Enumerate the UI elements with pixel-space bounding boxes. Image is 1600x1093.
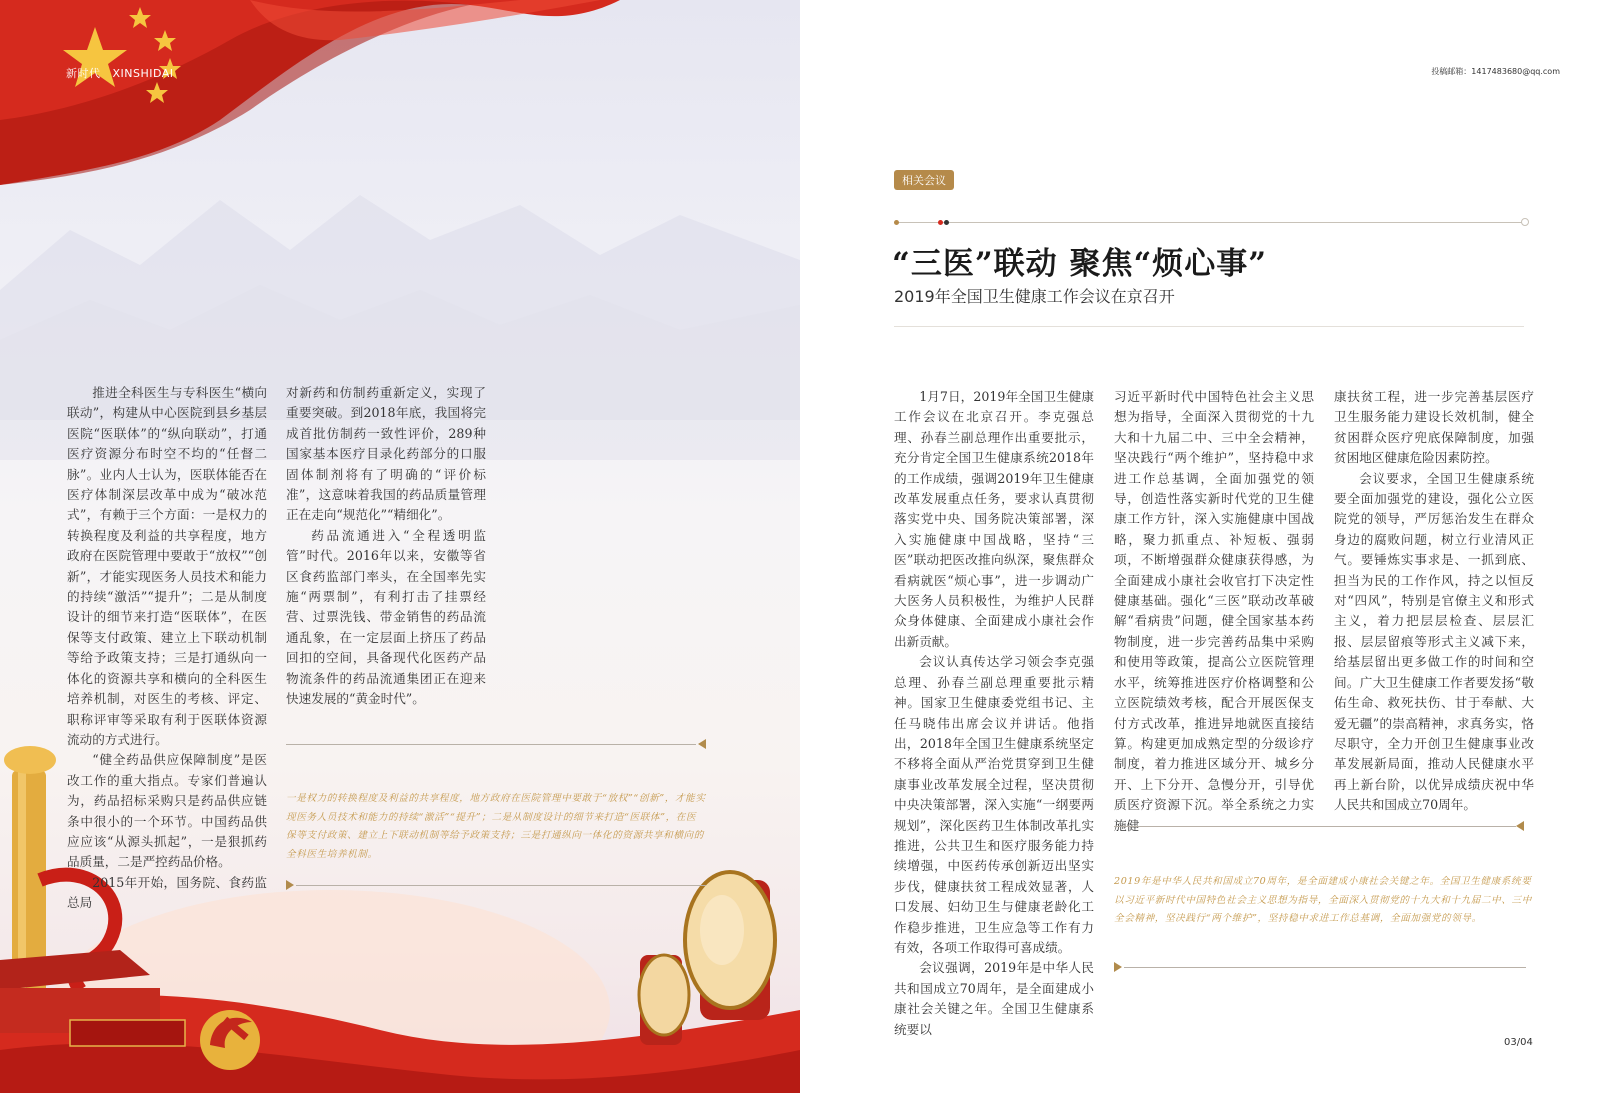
article-subheadline: 2019年全国卫生健康工作会议在京召开 (894, 287, 1175, 306)
quote-top-rule (1114, 826, 1516, 827)
triangle-marker-icon (1114, 962, 1122, 972)
paragraph: 会议认真传达学习领会李克强总理、孙春兰副总理重要批示精神。国家卫生健康委党组书记、主任马晓伟出席会议并讲话。他指出，2018年全国卫生健康系统坚定不移将全面从严治党贯穿到卫生健康事业改革发展全过程，坚决贯彻中央决策部署，深入实施“一纲要两规划”，深化医药卫生体制改革扎实推进，公共卫生和医疗服务能力持续增强，中医药传承创新迈出坚实步伐，健康扶贫工程成效显著，人口发展、妇幼卫生与健康老龄化工作稳步推进，卫生应急等工作有力有效，各项工作取得可喜成绩。 (894, 654, 1094, 955)
quote-top-rule (286, 744, 696, 745)
brand-chinese: 新时代 (66, 67, 101, 80)
paragraph: 会议强调，2019年是中华人民共和国成立70周年，是全面建成小康社会关键之年。全国卫生健康系统要以 (894, 960, 1094, 1037)
brand-pinyin: XINSHIDAI (112, 67, 174, 80)
title-divider (894, 222, 1524, 223)
drum-icon (639, 955, 689, 1045)
quote-bottom-rule (1124, 967, 1526, 968)
huabiao-cloud (4, 746, 56, 774)
triangle-marker-icon (286, 880, 294, 890)
paragraph: “健全药品供应保障制度”是医改工作的重大指点。专家们普遍认为，药品招标采购只是药品供应链条中很小的一个环节。中国药品供应应该“从源头抓起”，一是狠抓药品质量，二是严控药品价格。 (67, 752, 267, 870)
article-column-1 (894, 387, 1094, 1040)
divider-end-ring (1521, 218, 1529, 226)
article-column-2 (286, 383, 486, 710)
triangle-marker-icon (1516, 821, 1524, 831)
paragraph: 习近平新时代中国特色社会主义思想为指导，全面深入贯彻党的十九大和十九届二中、三中全会精神，坚决践行“两个维护”，坚持稳中求进工作总基调，全面加强党的领导，创造性落实新时代党的卫生健康工作方针，深入实施健康中国战略，聚力抓重点、补短板、强弱项，不断增强群众健康获得感，为全面建成小康社会收官打下决定性健康基础。强化“三医”联动改革破解“看病贵”问题，健全国家基本药物制度，进一步完善药品集中采购和使用等政策，提高公立医院管理水平，统筹推进医疗价格调整和公立医院绩效考核，配合开展医保支付方式改革，推进异地就医直接结算。构建更加成熟定型的分级诊疗制度，着力推进区域分开、城乡分开、上下分开、急慢分开，引导优质医疗资源下沉。举全系统之力实 (1114, 389, 1314, 813)
triangle-marker-icon (698, 739, 706, 749)
article-column-3 (1334, 387, 1534, 816)
divider-dot (938, 220, 943, 225)
drum-icon (685, 872, 775, 1020)
article-column-2 (1114, 387, 1314, 836)
divider-dot (944, 220, 949, 225)
right-page (800, 0, 1600, 1093)
article-headline: “三医”联动 聚焦“烦心事” (892, 246, 1268, 282)
page-number: 03/04 (1504, 1037, 1533, 1048)
divider-dot (894, 220, 899, 225)
quote-bottom-rule (296, 885, 706, 886)
paragraph: 会议要求，全国卫生健康系统要全面加强党的建设，强化公立医院党的领导，严厉惩治发生在群众身边的腐败问题，树立行业清风正气。要锤炼实事求是、一抓到底、担当为民的工作作风，持之以恒反对“四风”，特别是官僚主义和形式主义，着力把层层检查、层层汇报、层层留痕等形式主义减下来，给基层留出更多做工作的时间和空间。广大卫生健康工作者要发扬“敬佑生命、救死扶伤、甘于奉献、大爱无疆”的崇高精神，求真务实，恪尽职守，全力开创卫生健康事业改革发展新局面，推动人民健康水平再上新台阶，以优异成绩庆祝中华人民共和国成立70周年。 (1334, 470, 1534, 813)
paragraph: 2015年开始，国务院、食药监总局 (67, 874, 267, 911)
paragraph: 康扶贫工程，进一步完善基层医疗卫生服务能力建设长效机制，健全贫困群众医疗兜底保障制度，加强贫困地区健康危险因素防控。 (1334, 389, 1534, 466)
article-column-1 (67, 383, 267, 914)
magazine-brand (66, 65, 174, 81)
pull-quote: 2019年是中华人民共和国成立70周年，是全面建成小康社会关键之年。全国卫生健康系统要以习近平新时代中国特色社会主义思想为指导，全面深入贯彻党的十九大和十九届二中、三中全会精神，坚决践行“两个维护”，坚持稳中求进工作总基调，全面加强党的领导。 (1114, 876, 1532, 924)
banner-plaque (70, 1020, 185, 1046)
section-tag: 相关会议 (894, 170, 954, 190)
paragraph: 推进全科医生与专科医生“横向联动”，构建从中心医院到县乡基层医院“医联体”的“纵向联动”，打通医疗资源分布时空不均的“任督二脉”。业内人士认为，医联体能否在医疗体制深层改革中成为“破冰范式”，有赖于三个方面：一是权力的转换程度及利益的共享程度，地方政府在医院管理中要敢于“放权”“创新”，才能实现医务人员技术和能力的持续“激活”“提升”；二是从制度设计的细节来打造“医联体”，在医保等支付政策、建立上下联动机制等给予政策支持；三是打通纵向一体化的资源共享和横向的全科医生培养机制，对医生的考核、评定、职称评审等采取有利于医联体资源流动的方式进行。 (67, 385, 267, 747)
paragraph: 1月7日，2019年全国卫生健康工作会议在北京召开。李克强总理、孙春兰副总理作出重要批示，充分肯定全国卫生健康系统2018年的工作成绩，强调2019年卫生健康改革发展重点任务，要求认真贯彻落实党中央、国务院决策部署，深入实施健康中国战略，坚持“三医”联动把医改推向纵深，聚焦群众看病就医“烦心事”，进一步调动广大医务人员积极性，为维护人民群众身体健康、全面建成小康社会作出新贡献。 (894, 389, 1094, 649)
paragraph: 对新药和仿制药重新定义，实现了重要突破。到2018年底，我国将完成首批仿制药一致性评价，289种国家基本医疗目录化药部分的口服固体制剂将有了明确的“评价标准”，这意味着我国的药品质量管理正在走向“规范化”“精细化”。 (286, 385, 486, 523)
subhead-divider (894, 326, 1524, 327)
submission-email: 投稿邮箱：1417483680@qq.com (1431, 67, 1560, 76)
pull-quote: 一是权力的转换程度及利益的共享程度，地方政府在医院管理中要敢于“放权”“创新”，才能实现医务人员技术和能力的持续“激活”“提升”；二是从制度设计的细节来打造“医联体”，在医保等支付政策、建立上下联动机制等给予政策支持；三是打通纵向一体化的资源共享和横向的全科医生培养机制。 (286, 793, 706, 860)
paragraph: 药品流通进入“全程透明监管”时代。2016年以来，安徽等省区食药监部门率头，在全国率先实施“两票制”，有利打击了挂票经营、过票洗钱、带金销售的药品流通乱象，在一定层面上挤压了药品回扣的空间，具备现代化医药产品物流条件的药品流通集团正在迎来快速发展的“黄金时代”。 (286, 527, 486, 707)
